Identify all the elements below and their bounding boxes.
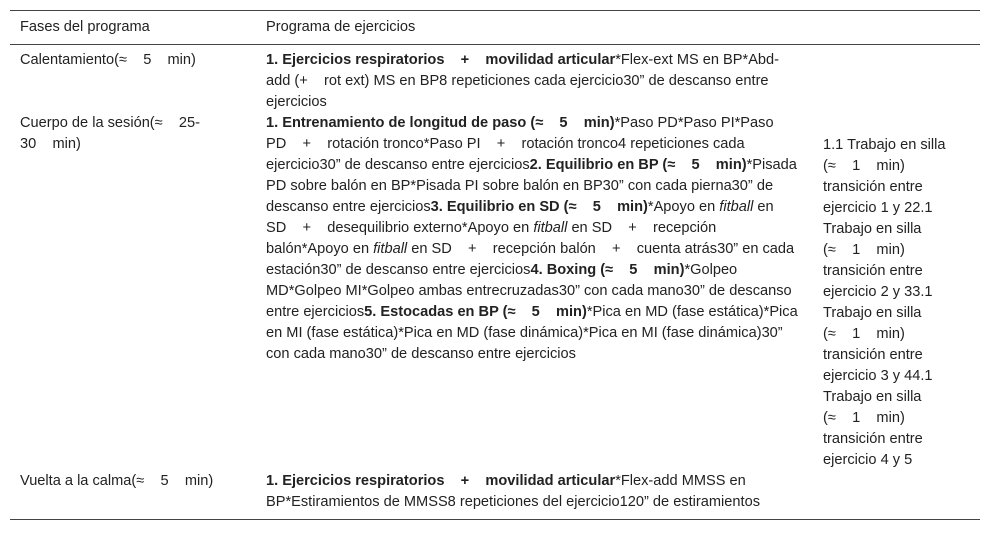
- table-row: [10, 45, 980, 114]
- exercise-heading: 1. Ejercicios respiratorios + movilidad articular: [266, 473, 616, 489]
- exercise-heading: 5. Estocadas en BP (≈ 5 min): [364, 304, 587, 320]
- exercise-detail: en SD + recepción balón + cuenta atrás30” en cada estación30” de descanso entre ejercicios: [266, 241, 795, 278]
- note-cell: 1.1 Trabajo en silla (≈ 1 min) transición entre ejercicio 1 y 22.1 Trabajo en silla (≈ 1 min) transición entre ejercicio 2 y 33.1 Trabajo en silla (≈ 1 min) transición entre ejercicio 3 y 44.1 Trabajo en silla (≈ 1 min) transición entre ejercicio 4 y 5: [823, 137, 946, 468]
- exercise-heading: 3. Equilibrio en SD (≈ 5 min): [430, 199, 648, 215]
- exercise-detail: *Pica en MD (fase estática)*Pica en MI (fase estática)*Pica en MD (fase dinámica)*Pica en MI (fase dinámica)30” con cada mano30” de descanso entre ejercicios: [266, 304, 798, 362]
- table-header-row: [10, 11, 980, 45]
- exercise-program-table: [10, 10, 980, 520]
- exercise-heading: 1. Ejercicios respiratorios + movilidad articular: [266, 52, 616, 68]
- exercise-detail: *Apoyo en: [647, 199, 720, 215]
- table-row: [10, 471, 980, 520]
- exercise-heading: 2. Equilibrio en BP (≈ 5 min): [529, 157, 747, 173]
- phase-cell: Vuelta a la calma(≈ 5 min): [10, 471, 256, 520]
- header-program: Programa de ejercicios: [256, 11, 813, 45]
- phase-cell: Cuerpo de la sesión(≈ 25-30 min): [20, 115, 200, 152]
- exercise-detail: *Pisada PD sobre balón en BP*Pisada PI sobre balón en BP30” con cada pierna30” de descanso entre ejercicios: [266, 157, 797, 215]
- note-cell: [813, 471, 980, 520]
- exercise-heading: 1. Entrenamiento de longitud de paso (≈ 5 min): [266, 115, 615, 131]
- exercise-detail: *Flex-ext MS en BP*Abd-add (+ rot ext) MS en BP8 repeticiones cada ejercicio30” de descanso entre ejercicios: [266, 52, 780, 110]
- exercise-detail: en SD + desequilibrio externo*Apoyo en: [266, 199, 774, 236]
- exercise-detail: en SD + recepción balón*Apoyo en: [266, 220, 717, 257]
- header-notes: [813, 11, 980, 45]
- program-cell: [256, 45, 813, 114]
- exercise-heading: 4. Boxing (≈ 5 min): [530, 262, 685, 278]
- phase-cell: Calentamiento(≈ 5 min): [20, 52, 196, 68]
- exercise-detail: *Flex-add MMSS en BP*Estiramientos de MMSS8 repeticiones del ejercicio120” de estiramientos: [266, 473, 760, 510]
- header-phases: Fases del programa: [10, 11, 256, 45]
- italic-term: fitball: [373, 241, 408, 257]
- table-row: [10, 113, 980, 471]
- exercise-detail: *Paso PD*Paso PI*Paso PD + rotación tronco*Paso PI + rotación tronco4 repeticiones cada ejercicio30” de descanso entre ejercicios: [266, 115, 774, 173]
- italic-term: fitball: [533, 220, 568, 236]
- exercise-detail: *Golpeo MD*Golpeo MI*Golpeo ambas entrecruzadas30” con cada mano30” de descanso entre ejercicios: [266, 262, 792, 320]
- program-cell: [256, 113, 813, 471]
- program-cell: [256, 471, 813, 520]
- italic-term: fitball: [719, 199, 754, 215]
- note-cell: [813, 45, 980, 114]
